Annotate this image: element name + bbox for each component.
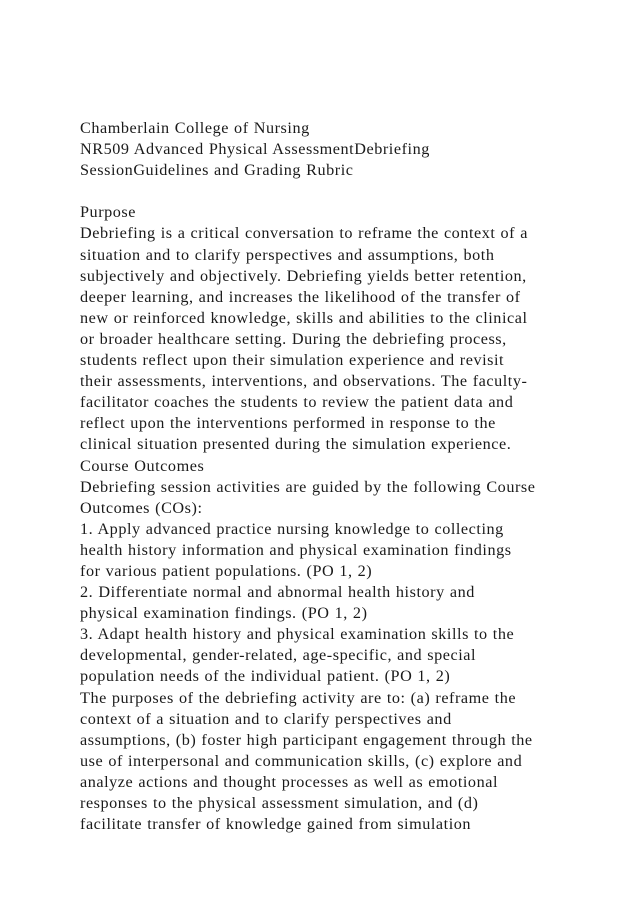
doc-line: context of a situation and to clarify perspectives and xyxy=(80,709,452,728)
doc-line: new or reinforced knowledge, skills and abilities to the clinical xyxy=(80,308,528,327)
doc-line: developmental, gender-related, age-specific, and special xyxy=(80,646,477,665)
doc-line: or broader healthcare setting. During the debriefing process, xyxy=(80,329,507,348)
doc-line: physical examination findings. (PO 1, 2) xyxy=(80,604,368,623)
doc-line: analyze actions and thought processes as well as emotional xyxy=(80,772,498,791)
document-body xyxy=(80,118,580,835)
doc-line: facilitate transfer of knowledge gained from simulation xyxy=(80,815,472,834)
doc-line: health history information and physical examination findings xyxy=(80,540,512,559)
doc-line: responses to the physical assessment simulation, and (d) xyxy=(80,794,479,812)
doc-line: Chamberlain College of Nursing xyxy=(80,119,310,137)
doc-line: Debriefing is a critical conversation to reframe the context of a xyxy=(80,224,528,243)
doc-line: their assessments, interventions, and observations. The faculty- xyxy=(80,372,528,391)
section-heading-purpose: Purpose xyxy=(80,203,137,222)
doc-line: 1. Apply advanced practice nursing knowledge to collecting xyxy=(80,519,504,538)
blank-line xyxy=(80,181,580,202)
section-heading-course-outcomes: Course Outcomes xyxy=(80,456,205,475)
doc-line: population needs of the individual patient. (PO 1, 2) xyxy=(80,667,451,686)
doc-line: deeper learning, and increases the likelihood of the transfer of xyxy=(80,287,521,306)
doc-line: Outcomes (COs): xyxy=(80,498,203,517)
doc-line: use of interpersonal and communication skills, (c) explore and xyxy=(80,751,523,770)
doc-line: The purposes of the debriefing activity are to: (a) reframe the xyxy=(80,688,517,707)
doc-line: subjectively and objectively. Debriefing yields better retention, xyxy=(80,266,527,285)
doc-line: clinical situation presented during the simulation experience. xyxy=(80,435,512,454)
doc-line: students reflect upon their simulation experience and revisit xyxy=(80,351,505,370)
doc-line: 3. Adapt health history and physical examination skills to the xyxy=(80,625,515,644)
doc-line: for various patient populations. (PO 1, 2) xyxy=(80,561,373,580)
doc-line: 2. Differentiate normal and abnormal health history and xyxy=(80,583,475,602)
doc-line: Debriefing session activities are guided by the following Course xyxy=(80,477,536,496)
doc-line: reflect upon the interventions performed in response to the xyxy=(80,414,496,433)
doc-line: situation and to clarify perspectives and assumptions, both xyxy=(80,245,495,264)
doc-line: NR509 Advanced Physical AssessmentDebriefing xyxy=(80,140,430,159)
doc-line: SessionGuidelines and Grading Rubric xyxy=(80,161,354,180)
doc-line: assumptions, (b) foster high participant engagement through the xyxy=(80,730,533,749)
doc-line: facilitator coaches the students to review the patient data and xyxy=(80,393,514,412)
